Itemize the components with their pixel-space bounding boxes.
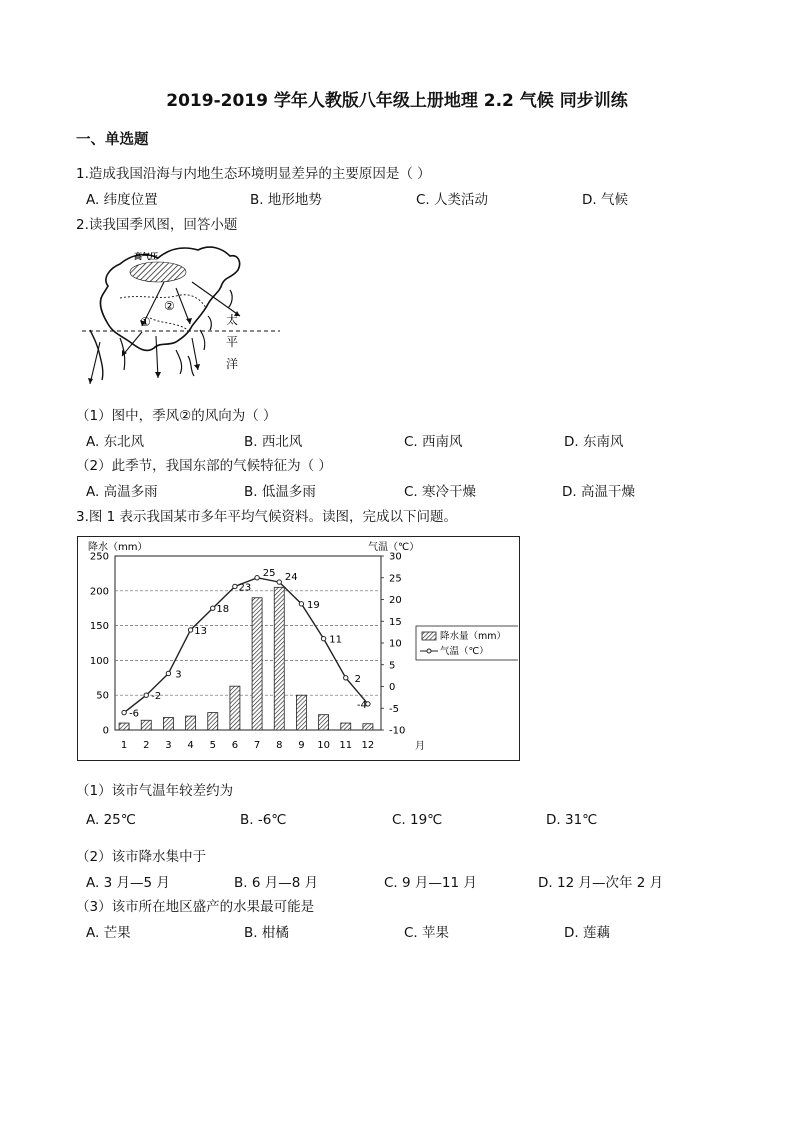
question-1-text: 1.造成我国沿海与内地生态环境明显差异的主要原因是（ ） [76, 166, 431, 182]
precip-bar [252, 598, 262, 730]
chart-x-tick-label: 6 [231, 740, 239, 751]
temperature-point [277, 580, 281, 584]
precip-bar [163, 717, 173, 730]
chart-left-tick-label: 50 [96, 690, 109, 702]
q3s1-option-d[interactable]: D. 31℃ [546, 812, 598, 828]
q3s2-option-d[interactable]: D. 12 月—次年 2 月 [538, 875, 664, 891]
q3s2-option-c[interactable]: C. 9 月—11 月 [384, 875, 477, 891]
q1-option-b[interactable]: B. 地形地势 [250, 192, 322, 208]
map-label-monsoon-1: ① [140, 315, 151, 329]
chart-right-tick-label: 20 [389, 595, 402, 606]
q3s2-option-b[interactable]: B. 6 月—8 月 [234, 875, 319, 891]
q2s1-option-d[interactable]: D. 东南风 [564, 434, 624, 450]
q2s1-option-a[interactable]: A. 东北风 [86, 434, 145, 450]
section-heading: 一、单选题 [76, 132, 149, 148]
monsoon-map [80, 238, 280, 398]
q1-option-c[interactable]: C. 人类活动 [416, 192, 489, 208]
q2s1-option-c[interactable]: C. 西南风 [404, 434, 463, 450]
chart-right-axis-title: 气温（℃） [368, 542, 420, 553]
chart-x-tick-label: 11 [339, 740, 353, 751]
precip-bar [363, 724, 373, 730]
q1-option-a[interactable]: A. 纬度位置 [86, 192, 158, 208]
legend-line-marker [427, 649, 431, 653]
temperature-data-label: 24 [284, 572, 298, 584]
map-label-ocean-1: 太 [226, 313, 239, 327]
q3s1-option-a[interactable]: A. 25℃ [86, 812, 136, 828]
temperature-data-label: 11 [329, 634, 342, 646]
temperature-point [321, 636, 325, 640]
chart-x-tick-label: 3 [165, 740, 172, 751]
map-label-monsoon-2: ② [164, 299, 175, 313]
chart-right-tick-label: -10 [389, 725, 406, 737]
q2s1-option-b[interactable]: B. 西北风 [244, 434, 303, 450]
temperature-data-label: 2 [354, 673, 361, 685]
temperature-data-label: -6 [129, 708, 140, 720]
chart-left-tick-label: 100 [89, 655, 109, 667]
chart-right-tick-label: 30 [389, 551, 402, 563]
temperature-data-label: 23 [238, 582, 252, 594]
precip-bar [208, 713, 218, 730]
chart-right-tick-label: 25 [389, 573, 402, 585]
precip-bar [341, 723, 351, 730]
q2s2-option-a[interactable]: A. 高温多雨 [86, 484, 158, 500]
temperature-point [233, 584, 237, 588]
q2s2-option-d[interactable]: D. 高温干燥 [562, 484, 635, 500]
temperature-data-label: -4 [356, 699, 367, 711]
temperature-point [166, 671, 170, 675]
chart-left-tick-label: 200 [89, 586, 109, 598]
temperature-point [188, 628, 192, 632]
monsoon-map-graphic [80, 238, 280, 398]
precip-bar [230, 686, 240, 730]
chart-x-tick-label: 2 [143, 740, 150, 751]
map-label-high-pressure: 高气压 [134, 252, 158, 261]
chart-x-tick-label: 4 [187, 740, 194, 751]
precip-bar [319, 715, 329, 730]
climate-chart [77, 536, 520, 761]
precip-bar [186, 716, 196, 730]
chart-x-tick-label: 8 [276, 740, 283, 751]
temperature-data-label: 25 [262, 567, 276, 579]
q3s3-option-d[interactable]: D. 莲藕 [564, 925, 610, 941]
q3s1-option-b[interactable]: B. -6℃ [240, 812, 287, 828]
legend-bar-swatch [422, 632, 436, 640]
question-3-sub1: （1）该市气温年较差约为 [76, 783, 234, 799]
chart-right-tick-label: -5 [389, 703, 399, 715]
chart-left-axis-title: 降水（mm） [88, 542, 148, 553]
map-label-ocean-2: 平 [226, 335, 239, 349]
temperature-point [344, 676, 348, 680]
precip-bar [274, 587, 284, 730]
question-3-sub2: （2）该市降水集中于 [76, 849, 207, 865]
chart-x-tick-label: 10 [317, 740, 330, 751]
question-2-text: 2.读我国季风图，回答小题 [76, 217, 238, 233]
temperature-data-label: -2 [151, 691, 162, 703]
temperature-data-label: 18 [216, 604, 230, 616]
temperature-data-label: 13 [194, 625, 207, 637]
question-3-sub3: （3）该市所在地区盛产的水果最可能是 [76, 899, 315, 915]
question-3-text: 3.图 1 表示我国某市多年平均气候资料。读图，完成以下问题。 [76, 509, 458, 525]
temperature-point [255, 576, 259, 580]
chart-x-tick-label: 5 [209, 740, 216, 751]
chart-left-tick-label: 250 [89, 551, 109, 563]
temperature-data-label: 19 [307, 599, 320, 611]
map-label-ocean-3: 洋 [226, 357, 239, 371]
q3s2-option-a[interactable]: A. 3 月—5 月 [86, 875, 170, 891]
page-title: 2019-2019 学年人教版八年级上册地理 2.2 气候 同步训练 [166, 91, 628, 111]
chart-right-tick-label: 15 [389, 616, 402, 628]
precip-bar [119, 723, 129, 730]
q3s3-option-b[interactable]: B. 柑橘 [244, 925, 289, 941]
chart-left-tick-label: 150 [89, 621, 109, 633]
q3s3-option-a[interactable]: A. 芒果 [86, 925, 131, 941]
q2s2-option-c[interactable]: C. 寒冷干燥 [404, 484, 477, 500]
chart-right-tick-label: 0 [389, 682, 396, 693]
q1-option-d[interactable]: D. 气候 [582, 192, 628, 208]
chart-x-tick-label: 1 [120, 740, 128, 751]
chart-right-tick-label: 10 [389, 638, 402, 650]
question-2-sub1: （1）图中，季风②的风向为（ ） [76, 408, 277, 424]
temperature-point [144, 693, 148, 697]
chart-left-tick-label: 0 [102, 725, 109, 737]
precip-bar [296, 695, 306, 730]
chart-x-tick-label: 9 [298, 740, 305, 751]
q3s1-option-c[interactable]: C. 19℃ [392, 812, 443, 828]
climate-chart-svg [78, 537, 518, 759]
temperature-point [211, 606, 215, 610]
chart-x-tick-label: 12 [361, 740, 375, 751]
legend-precip-label: 降水量（mm） [440, 631, 507, 642]
chart-right-tick-label: 5 [389, 660, 396, 672]
q3s3-option-c[interactable]: C. 苹果 [404, 925, 450, 941]
temperature-point [122, 710, 126, 714]
precip-bar [141, 720, 151, 730]
temperature-point [299, 602, 303, 606]
chart-x-tick-label: 7 [253, 740, 261, 751]
question-2-sub2: （2）此季节，我国东部的气候特征为（ ） [76, 458, 332, 474]
legend-temp-label: 气温（℃） [440, 646, 489, 657]
chart-x-unit: 月 [415, 741, 425, 752]
temperature-data-label: 3 [175, 669, 182, 681]
q2s2-option-b[interactable]: B. 低温多雨 [244, 484, 316, 500]
